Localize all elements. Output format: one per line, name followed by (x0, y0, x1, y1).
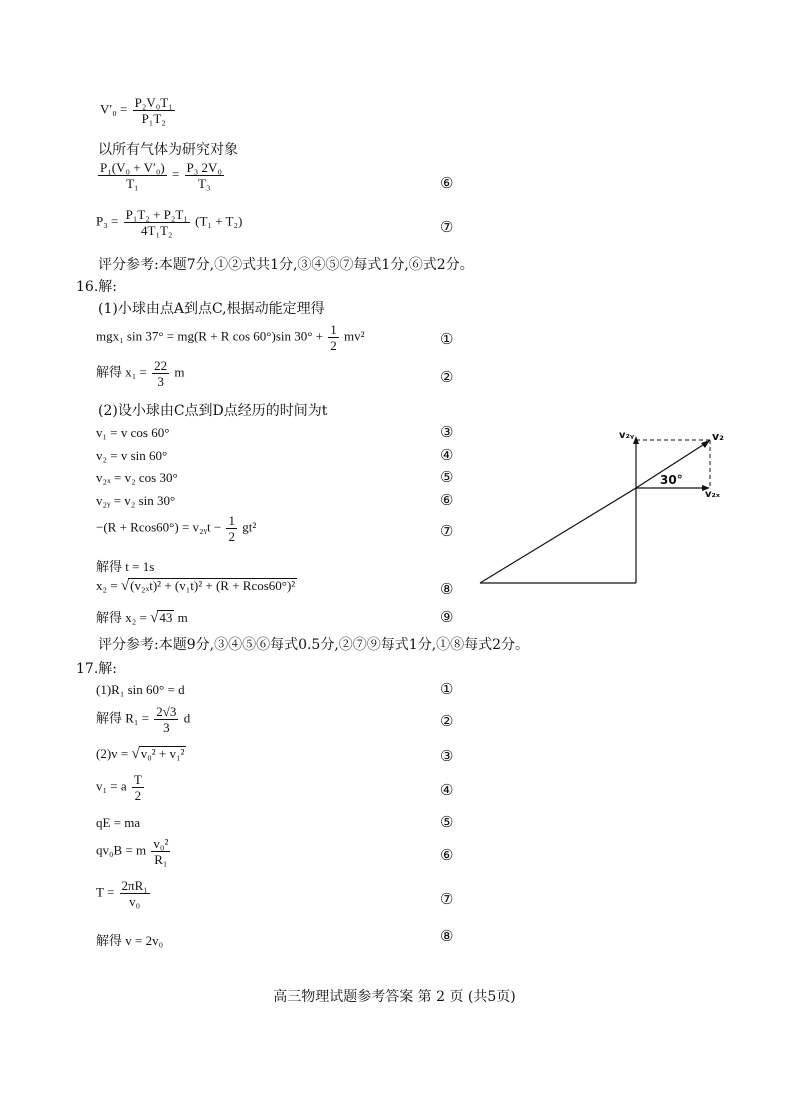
eq-text: qv₀B = m (96, 842, 147, 858)
eq-text: 解得 x₂ = (96, 610, 147, 625)
fraction-numerator: P₃ 2V₀ (186, 160, 222, 175)
fraction-denominator: T₁ (126, 176, 139, 191)
q16-equation-7 (96, 513, 256, 544)
equation-number: ⑥ (440, 846, 454, 864)
q17-equation-2 (96, 704, 190, 735)
eq-text: mv² (344, 328, 365, 344)
fraction (154, 704, 178, 735)
q17-equation-5: qE = ma (96, 815, 141, 830)
eq-text: 解得 R₁ = (96, 710, 150, 726)
radicand: v₀² + v₁² (140, 746, 185, 761)
q16-equation-3: v₁ = v cos 60° (96, 425, 170, 440)
radicand: (v₂ₓt)² + (v₁t)² + (R + Rcos60°)² (130, 578, 296, 593)
equation-number: ⑤ (440, 813, 454, 831)
sqrt-sign: √ (150, 610, 159, 626)
fraction-numerator: 1 (228, 513, 235, 528)
scoring-note-15: 评分参考:本题7分,①②式共1分,③④⑤⑦每式1分,⑥式2分。 (98, 257, 474, 273)
q17-equation-1: (1)R₁ sin 60° = d (96, 682, 185, 697)
sqrt-sign: √ (120, 578, 130, 594)
fraction (185, 160, 224, 191)
q16-equation-9 (96, 607, 188, 627)
eq-text: m (174, 364, 185, 380)
eq-text: mgx₁ sin 37° = mg(R + R cos 60°)sin 30° + (96, 328, 324, 344)
q17-equation-7 (96, 878, 152, 909)
q16-equation-2 (96, 358, 185, 389)
q16-solve-t: 解得 t = 1s (96, 559, 155, 574)
equals-sign: = (171, 166, 180, 182)
fraction-numerator: v₀² (153, 836, 169, 851)
equation-number: ③ (440, 423, 454, 441)
equation-number: ⑧ (440, 927, 454, 945)
fraction-numerator: P₁(V₀ + V′₀) (100, 160, 165, 175)
fraction (133, 95, 175, 126)
question-16-heading: 16.解: (76, 279, 117, 295)
fraction-numerator: T (133, 772, 142, 787)
q16-equation-1 (96, 322, 365, 353)
q17-equation-6 (96, 836, 172, 867)
gas-text: 以所有气体为研究对象 (98, 142, 238, 158)
eq-rest: (T₁ + T₂) (195, 213, 243, 229)
q17-equation-3 (96, 746, 186, 763)
q17-equation-4 (96, 772, 146, 803)
fraction-denominator: 2 (228, 529, 235, 544)
fraction (124, 207, 190, 238)
equation-number: ⑦ (440, 522, 454, 540)
fraction (226, 513, 237, 544)
sqrt-sign: √ (131, 746, 140, 762)
equation-6-top (96, 160, 226, 191)
eq-text: (2)v = (96, 746, 129, 761)
fraction-denominator: 3 (157, 374, 164, 389)
page-footer: 高三物理试题参考答案 第 2 页 (共5页) (273, 989, 516, 1005)
eq-text: m (177, 610, 188, 625)
eq-text: gt² (242, 519, 257, 535)
equation-number: ② (440, 712, 454, 730)
equation-number: ③ (440, 747, 454, 765)
fraction-denominator: 3 (163, 720, 170, 735)
equation-number: ⑨ (440, 608, 454, 626)
equation-number: ② (440, 368, 454, 386)
fraction-numerator: 1 (330, 322, 337, 337)
equation-number: ⑥ (440, 174, 454, 192)
eq-lhs: P₃ = (96, 213, 119, 229)
eq-text: d (183, 710, 191, 726)
eq-lhs: V′₀ = (100, 101, 128, 117)
fraction-denominator: 2 (134, 788, 142, 803)
fraction-denominator: R₁ (154, 852, 168, 867)
label-v2y: v₂ᵧ (619, 430, 635, 441)
equation-number: ① (440, 680, 454, 698)
equation-v0prime (100, 95, 177, 126)
equation-number: ① (440, 330, 454, 348)
label-v2: v₂ (712, 430, 724, 443)
radicand: 43 (159, 610, 173, 625)
equation-number: ⑥ (440, 491, 454, 509)
fraction-numerator: 2√3 (156, 704, 177, 719)
fraction-denominator: v₀ (129, 894, 141, 909)
eq-text: 解得 x₁ = (96, 364, 147, 380)
q16-equation-4: v₂ = v sin 60° (96, 448, 168, 463)
equation-number: ⑤ (440, 468, 454, 486)
eq-text: −(R + Rcos60°) = v₂ᵧt − (96, 519, 222, 535)
fraction (152, 358, 169, 389)
eq-text: v₁ = a (96, 778, 127, 794)
q16-equation-5: v₂ₓ = v₂ cos 30° (96, 470, 178, 485)
fraction (98, 160, 167, 191)
fraction-denominator: P₁T₂ (141, 111, 166, 126)
equation-7-top (96, 207, 242, 238)
fraction (328, 322, 339, 353)
velocity-diagram (470, 425, 740, 595)
incline-line (480, 488, 636, 583)
fraction-denominator: 4T₁T₂ (141, 223, 173, 238)
fraction-denominator: T₃ (198, 176, 211, 191)
fraction-numerator: 2πR₁ (121, 878, 148, 893)
equation-number: ⑦ (440, 218, 454, 236)
fraction-numerator: P₁T₂ + P₂T₁ (125, 207, 188, 222)
eq-text: T = (96, 884, 115, 900)
q16-equation-6: v₂ᵧ = v₂ sin 30° (96, 493, 176, 508)
equation-number: ④ (440, 446, 454, 464)
q16-equation-8 (96, 578, 297, 595)
question-17-heading: 17.解: (76, 661, 117, 677)
fraction-numerator: P₂V₀T₁ (134, 95, 173, 110)
label-angle: 30° (660, 473, 683, 487)
fraction-denominator: 2 (330, 338, 337, 353)
fraction (120, 878, 150, 909)
q16-part1-text: (1)小球由点A到点C,根据动能定理得 (98, 301, 325, 317)
equation-number: ④ (440, 781, 454, 799)
q17-solve-v: 解得 v = 2v₀ (96, 933, 164, 948)
label-v2x: v₂ₓ (705, 489, 721, 500)
scoring-note-16: 评分参考:本题9分,③④⑤⑥每式0.5分,②⑦⑨每式1分,①⑧每式2分。 (98, 637, 530, 653)
fraction (151, 836, 170, 867)
eq-text: x₂ = (96, 578, 118, 593)
fraction (132, 772, 144, 803)
equation-number: ⑦ (440, 890, 454, 908)
equation-number: ⑧ (440, 580, 454, 598)
q16-part2-text: (2)设小球由C点到D点经历的时间为t (98, 403, 328, 419)
fraction-numerator: 22 (154, 358, 168, 373)
arrowhead-icon (701, 440, 710, 448)
